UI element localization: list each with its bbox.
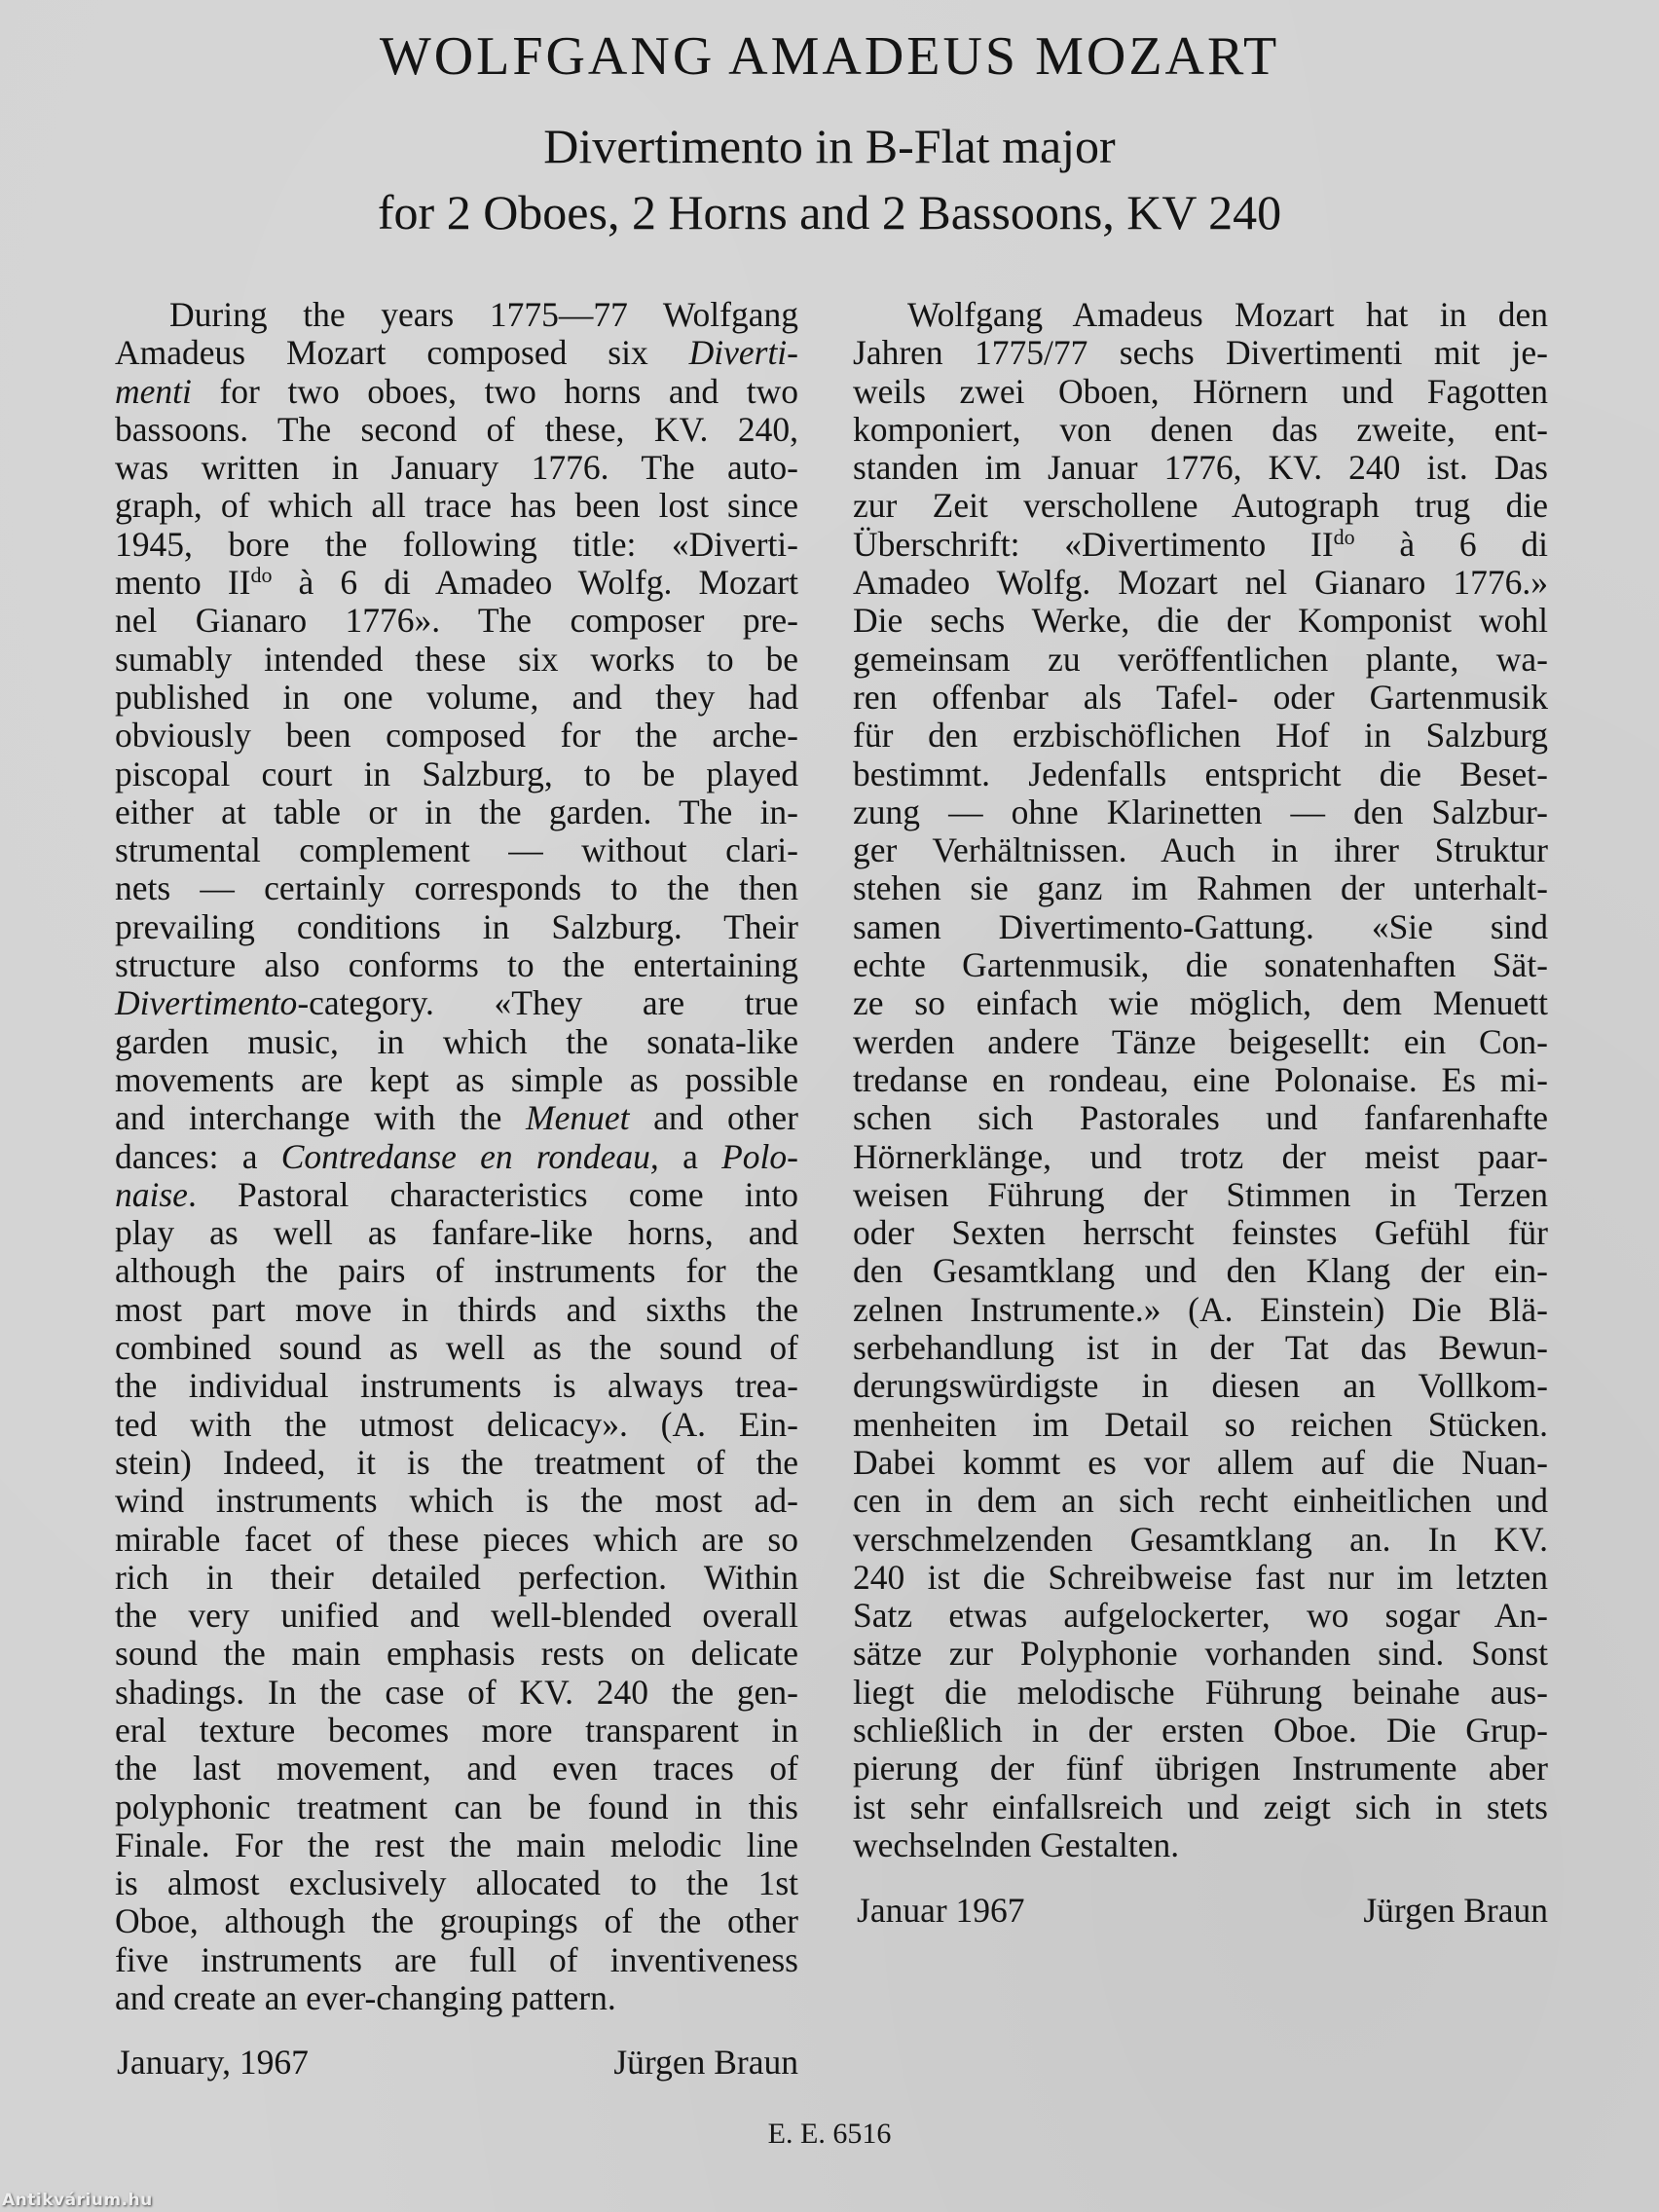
text-line: the last movement, and even traces of	[115, 1749, 798, 1788]
text-line: verschmelzenden Gesamtklang an. In KV.	[853, 1519, 1548, 1559]
text-line: komponiert, von denen das zweite, ent-	[853, 409, 1548, 449]
text-line: combined sound as well as the sound of	[115, 1328, 798, 1368]
work-title-line-1: Divertimento in B-Flat major	[543, 119, 1116, 173]
text-line: oder Sexten herrscht feinstes Gefühl für	[853, 1213, 1548, 1253]
text-line: eral texture becomes more transparent in	[115, 1710, 798, 1750]
text-line: cen in dem an sich recht einheitlichen und	[853, 1481, 1548, 1521]
text-line: samen Divertimento-Gattung. «Sie sind	[853, 906, 1548, 946]
text-line: Satz etwas aufgelockerter, wo sogar An-	[853, 1596, 1548, 1636]
text-line: Amadeus Mozart composed six Diverti-	[115, 333, 798, 373]
text-line: weils zwei Oboen, Hörnern und Fagotten	[853, 371, 1548, 411]
text-line: strumental complement — without clari-	[115, 830, 798, 870]
text-line: den Gesamtklang und den Klang der ein-	[853, 1251, 1548, 1291]
ordinal-superscript: do	[1333, 524, 1355, 549]
text-line: ger Verhältnissen. Auch in ihrer Struktur	[853, 830, 1548, 870]
work-title	[0, 113, 1659, 245]
italic-term: Contredanse en rondeau,	[280, 1136, 659, 1176]
text-line: play as well as fanfare-like horns, and	[115, 1213, 798, 1253]
text-line: garden music, in which the sonata-like	[115, 1021, 798, 1061]
text-line: wind instruments which is the most ad-	[115, 1481, 798, 1521]
text-line: published in one volume, and they had	[115, 677, 798, 717]
text-line: although the pairs of instruments for the	[115, 1251, 798, 1291]
text-line: weisen Führung der Stimmen in Terzen	[853, 1174, 1548, 1214]
text-line: schließlich in der ersten Oboe. Die Grup-	[853, 1710, 1548, 1750]
text-line: and interchange with the Menuet and other	[115, 1098, 798, 1138]
text-line: zelnen Instrumente.» (A. Einstein) Die Blä-	[853, 1289, 1548, 1329]
signature-author: Jürgen Braun	[613, 2043, 798, 2082]
text-line: movements are kept as simple as possible	[115, 1059, 798, 1099]
text-line: menheiten im Detail so reichen Stücken.	[853, 1404, 1548, 1444]
italic-term: Diverti-	[688, 333, 798, 373]
text-line: nets — certainly corresponds to the then	[115, 868, 798, 908]
text-line: stein) Indeed, it is the treatment of the	[115, 1442, 798, 1482]
text-line: Amadeo Wolfg. Mozart nel Gianaro 1776.»	[853, 563, 1548, 603]
text-line: Finale. For the rest the main melodic line	[115, 1825, 798, 1864]
text-line: the individual instruments is always trea-	[115, 1366, 798, 1406]
text-line: rich in their detailed perfection. Within	[115, 1557, 798, 1597]
german-signature	[857, 1891, 1548, 1930]
text-line: bestimmt. Jedenfalls entspricht die Beset-	[853, 754, 1548, 793]
text-line: echte Gartenmusik, die sonatenhaften Sät-	[853, 945, 1548, 985]
text-line: mirable facet of these pieces which are so	[115, 1519, 798, 1559]
text-line: standen im Januar 1776, KV. 240 ist. Das	[853, 448, 1548, 488]
italic-term: naise	[115, 1174, 188, 1214]
signature-author: Jürgen Braun	[1363, 1891, 1548, 1930]
text-line: was written in January 1776. The auto-	[115, 448, 798, 488]
german-preface-column	[853, 296, 1548, 1864]
text-line: liegt die melodische Führung beinahe aus-	[853, 1672, 1548, 1712]
watermark: Antikvárium.hu	[2, 2191, 153, 2210]
text-line: structure also conforms to the entertaining	[115, 945, 798, 985]
text-line: für den erzbischöflichen Hof in Salzburg	[853, 716, 1548, 756]
text-line: sound the main emphasis rests on delicate	[115, 1634, 798, 1674]
text-line: menti for two oboes, two horns and two	[115, 371, 798, 411]
catalog-number: E. E. 6516	[767, 2118, 892, 2150]
text-line: werden andere Tänze beigesellt: ein Con-	[853, 1021, 1548, 1061]
text-line: pierung der fünf übrigen Instrumente aber	[853, 1749, 1548, 1788]
text-line: sumably intended these six works to be	[115, 639, 798, 679]
text-line: most part move in thirds and sixths the	[115, 1289, 798, 1329]
work-title-line-2: for 2 Oboes, 2 Horns and 2 Bassoons, KV 240	[377, 185, 1282, 240]
text-line: naise. Pastoral characteristics come into	[115, 1174, 798, 1214]
text-line: either at table or in the garden. The in-	[115, 792, 798, 831]
text-line: Die sechs Werke, die der Komponist wohl	[853, 601, 1548, 641]
text-line: bassoons. The second of these, KV. 240,	[115, 409, 798, 449]
italic-term: menti	[115, 371, 192, 411]
text-line: serbehandlung ist in der Tat das Bewun-	[853, 1328, 1548, 1368]
text-line: mento $II^{do}$ à 6 di Amadeo Wolfg. Mozart	[115, 562, 798, 603]
text-line: wechselnden Gestalten.	[853, 1825, 1180, 1864]
italic-term: Polo-	[721, 1136, 798, 1176]
signature-date: Januar 1967	[857, 1891, 1025, 1930]
composer-name: WOLFGANG AMADEUS MOZART	[379, 26, 1280, 87]
signature-date: January, 1967	[117, 2043, 309, 2082]
text-line: During the years 1775—77 Wolfgang	[169, 295, 798, 334]
text-line: Hörnerklänge, und trotz der meist paar-	[853, 1136, 1548, 1176]
text-line: ist sehr einfallsreich und zeigt sich in stets	[853, 1787, 1548, 1826]
english-signature	[117, 2043, 798, 2082]
english-preface-column	[115, 296, 798, 2017]
text-line: 1945, bore the following title: «Diverti-	[115, 524, 798, 564]
text-line: obviously been composed for the arche-	[115, 716, 798, 756]
text-line: Oboe, although the groupings of the other	[115, 1901, 798, 1941]
text-line: stehen sie ganz im Rahmen der unterhalt-	[853, 868, 1548, 908]
text-line: Dabei kommt es vor allem auf die Nuan-	[853, 1442, 1548, 1482]
text-line: zur Zeit verschollene Autograph trug die	[853, 486, 1548, 526]
text-line: 240 ist die Schreibweise fast nur im letzten	[853, 1557, 1548, 1597]
text-line: shadings. In the case of KV. 240 the gen-	[115, 1672, 798, 1712]
italic-term: Divertimento	[115, 983, 298, 1023]
text-line: and create an ever-changing pattern.	[115, 1978, 616, 2018]
text-line: polyphonic treatment can be found in this	[115, 1787, 798, 1826]
text-line: dances: a Contredanse en rondeau, a Polo-	[115, 1136, 798, 1176]
text-line: Wolfgang Amadeus Mozart hat in den	[907, 295, 1548, 334]
text-line: the very unified and well-blended overall	[115, 1596, 798, 1636]
text-line: zung — ohne Klarinetten — den Salzbur-	[853, 792, 1548, 831]
text-line: schen sich Pastorales und fanfarenhafte	[853, 1098, 1548, 1138]
ordinal-superscript: do	[250, 562, 273, 587]
italic-term: Menuet	[526, 1098, 630, 1138]
text-line: ted with the utmost delicacy». (A. Ein-	[115, 1404, 798, 1444]
text-line: piscopal court in Salzburg, to be played	[115, 754, 798, 793]
text-line: ren offenbar als Tafel- oder Gartenmusik	[853, 677, 1548, 717]
text-line: Jahren 1775/77 sechs Divertimenti mit je-	[853, 333, 1548, 373]
text-line: is almost exclusively allocated to the 1st	[115, 1863, 798, 1903]
text-line: five instruments are full of inventiveness	[115, 1939, 798, 1979]
text-line: graph, of which all trace has been lost since	[115, 486, 798, 526]
text-line: prevailing conditions in Salzburg. Their	[115, 906, 798, 946]
text-line: ze so einfach wie möglich, dem Menuett	[853, 983, 1548, 1023]
text-line: gemeinsam zu veröffentlichen plante, wa-	[853, 639, 1548, 679]
text-line: tredanse en rondeau, eine Polonaise. Es mi-	[853, 1059, 1548, 1099]
text-line: sätze zur Polyphonie vorhanden sind. Sonst	[853, 1634, 1548, 1674]
text-line: Divertimento-category. «They are true	[115, 983, 798, 1023]
text-line: Überschrift: «Divertimento $II^{do}$ à 6 di	[853, 524, 1548, 564]
text-line: derungswürdigste in diesen an Vollkom-	[853, 1366, 1548, 1406]
text-line: nel Gianaro 1776». The composer pre-	[115, 601, 798, 641]
